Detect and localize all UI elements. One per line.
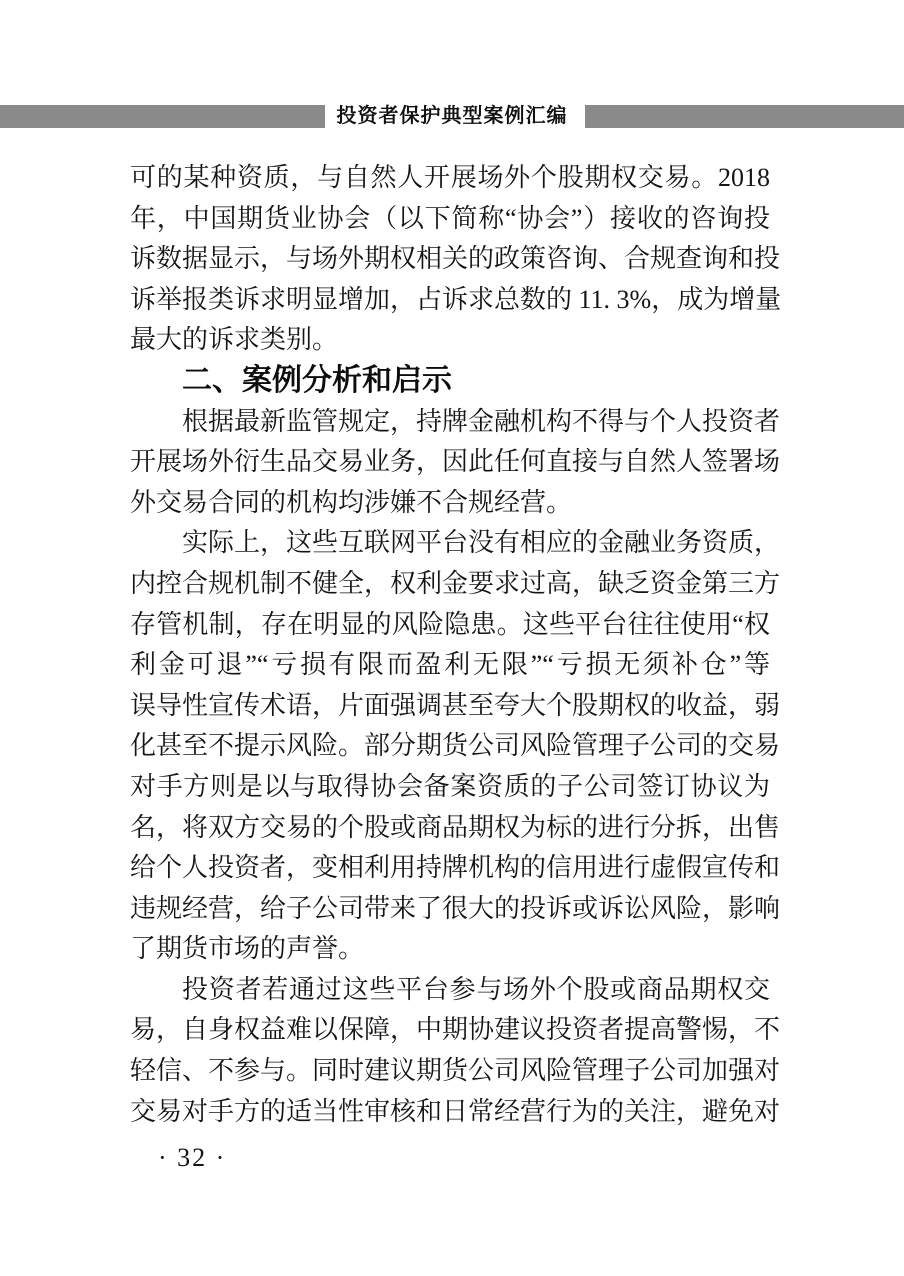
text-line: 易，自身权益难以保障，中期协建议投资者提高警惕，不 xyxy=(130,1015,781,1045)
text-line: 化甚至不提示风险。部分期货公司风险管理子公司的交易 xyxy=(130,731,781,761)
text-line: 给个人投资者，变相利用持牌机构的信用进行虚假宣传和 xyxy=(130,853,781,883)
text-line: 最大的诉求类别。 xyxy=(130,325,339,355)
text-line: 对手方则是以与取得协会备案资质的子公司签订协议为 xyxy=(130,771,770,801)
text-line: 外交易合同的机构均涉嫌不合规经营。 xyxy=(130,487,573,517)
text-line: 误导性宣传术语，片面强调甚至夸大个股期权的收益，弱 xyxy=(130,690,781,720)
header-rule-right xyxy=(585,105,904,128)
page-body xyxy=(130,158,782,1132)
text-line: 违规经营，给子公司带来了很大的投诉或诉讼风险，影响 xyxy=(130,893,781,923)
text-line: 年，中国期货业协会（以下简称“协会”）接收的咨询投 xyxy=(130,203,770,233)
text-line: 轻信、不参与。同时建议期货公司风险管理子公司加强对 xyxy=(130,1056,781,1086)
text-line: 实际上，这些互联网平台没有相应的金融业务资质， xyxy=(182,528,781,558)
section-heading: 二、案例分析和启示 xyxy=(182,363,452,397)
page-number: · 32 · xyxy=(158,1143,227,1172)
text-line: 存管机制，存在明显的风险隐患。这些平台往往使用“权 xyxy=(130,609,770,639)
text-line: 诉数据显示，与场外期权相关的政策咨询、合规查询和投 xyxy=(130,244,781,274)
text-line: 名，将双方交易的个股或商品期权为标的进行分拆，出售 xyxy=(130,812,781,842)
text-line: 可的某种资质，与自然人开展场外个股期权交易。2018 xyxy=(130,163,770,192)
text-line: 开展场外衍生品交易业务，因此任何直接与自然人签署场 xyxy=(130,447,781,477)
running-header-title: 投资者保护典型案例汇编 xyxy=(336,105,568,127)
text-line: 内控合规机制不健全，权利金要求过高，缺乏资金第三方 xyxy=(130,568,781,598)
text-line: 诉举报类诉求明显增加，占诉求总数的 11. 3%，成为增量 xyxy=(130,284,782,314)
text-line: 利金可退”“亏损有限而盈利无限”“亏损无须补仓”等 xyxy=(130,650,770,680)
text-line: 交易对手方的适当性审核和日常经营行为的关注，避免对 xyxy=(130,1096,781,1126)
text-line: 投资者若通过这些平台参与场外个股或商品期权交 xyxy=(182,974,770,1004)
text-line: 根据最新监管规定，持牌金融机构不得与个人投资者 xyxy=(182,406,781,436)
text-line: 了期货市场的声誉。 xyxy=(130,934,365,964)
